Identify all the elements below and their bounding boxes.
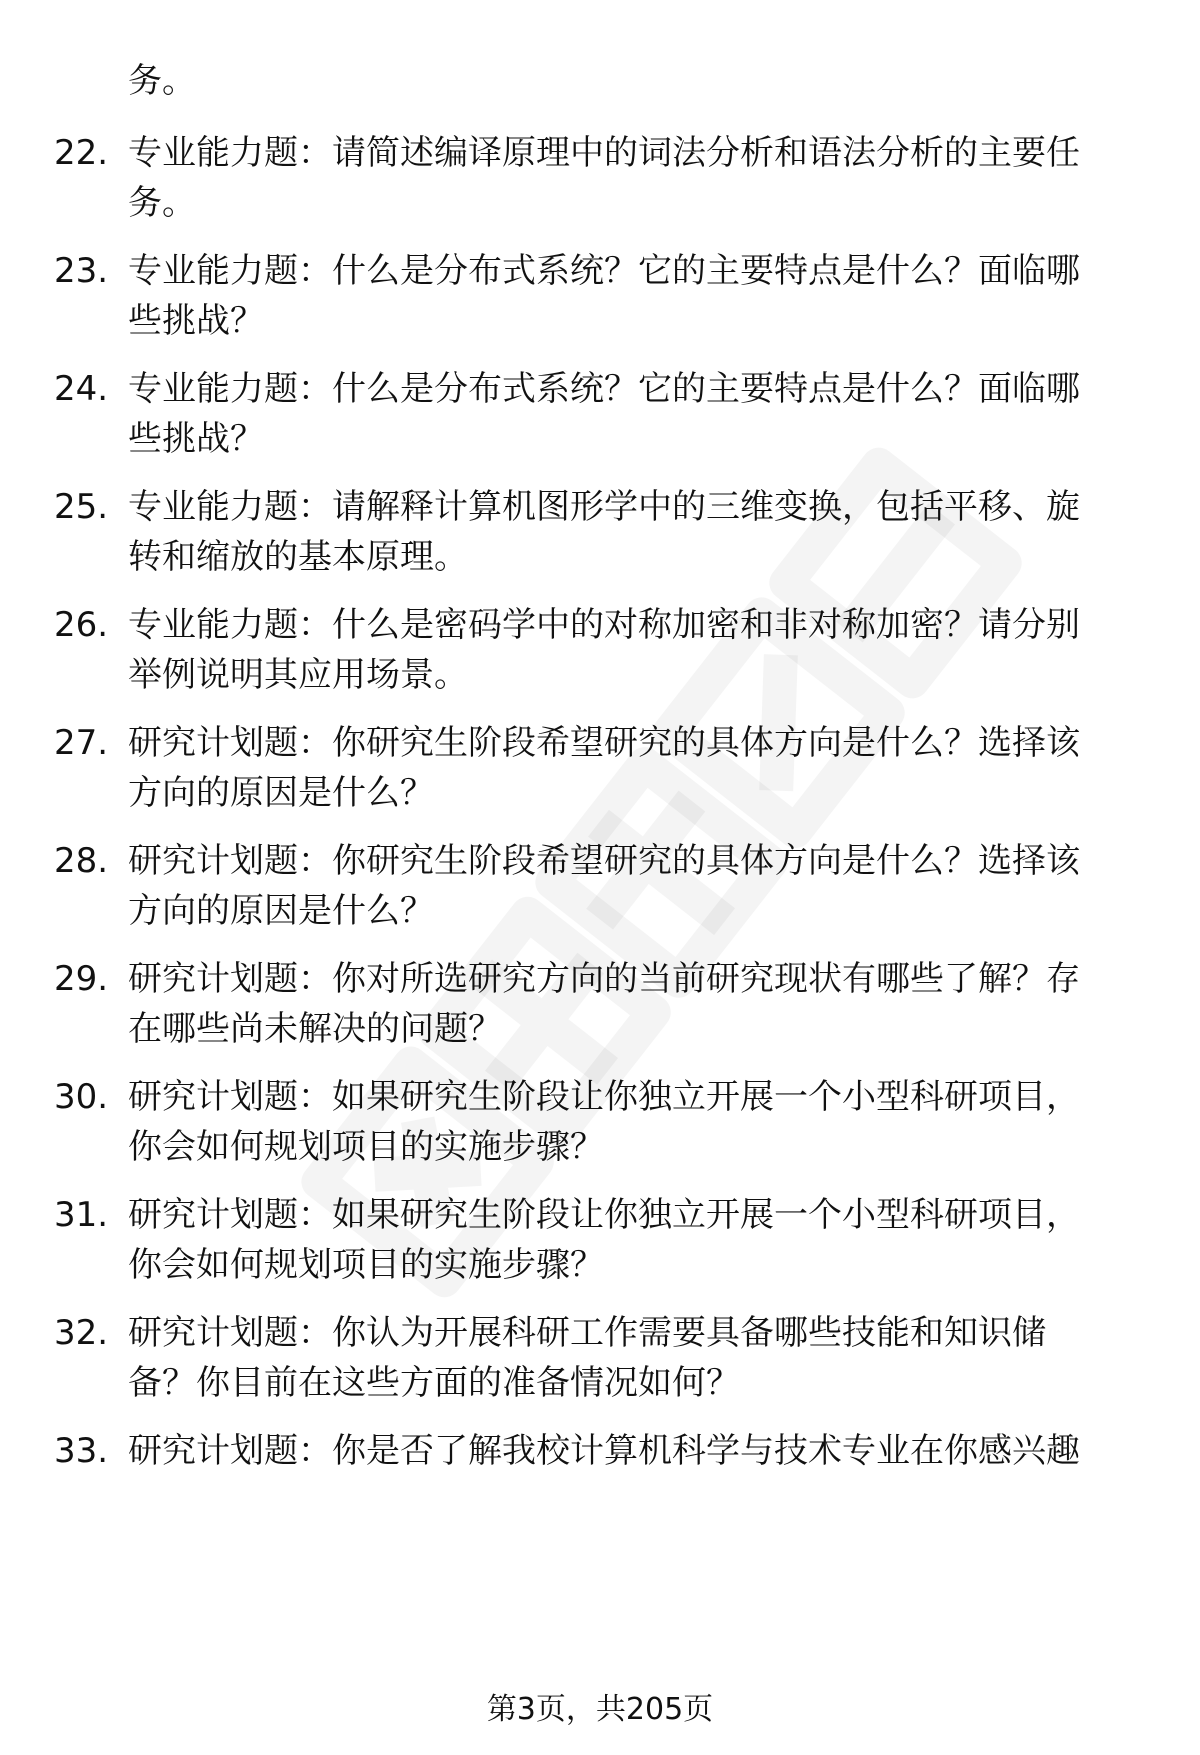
item-text-line2: 方向的原因是什么？ <box>128 891 434 931</box>
item-number: 31. <box>54 1195 109 1235</box>
item-text-line1: 研究计划题：你认为开展科研工作需要具备哪些技能和知识储 <box>128 1313 1046 1353</box>
item-text-line1: 研究计划题：你是否了解我校计算机科学与技术专业在你感兴趣 <box>128 1431 1080 1471</box>
item-text-line1: 专业能力题：请解释计算机图形学中的三维变换，包括平移、旋 <box>128 487 1080 527</box>
item-number: 26. <box>54 605 109 645</box>
item-text-line1: 研究计划题：你对所选研究方向的当前研究现状有哪些了解？存 <box>128 959 1080 999</box>
item-number: 22. <box>54 133 109 173</box>
item-number: 28. <box>54 841 109 881</box>
item-number: 29. <box>54 959 109 999</box>
item-number: 33. <box>54 1431 109 1471</box>
item-number: 23. <box>54 251 109 291</box>
item-text-line1: 研究计划题：如果研究生阶段让你独立开展一个小型科研项目， <box>128 1077 1080 1117</box>
item-number: 24. <box>54 369 109 409</box>
item-text-line1: 研究计划题：你研究生阶段希望研究的具体方向是什么？选择该 <box>128 723 1080 763</box>
item-text-line2: 在哪些尚未解决的问题？ <box>128 1009 502 1049</box>
item-text-line1: 专业能力题：请简述编译原理中的词法分析和语法分析的主要任 <box>128 133 1080 173</box>
item-text-line2: 举例说明其应用场景。 <box>128 655 468 695</box>
item-text-line1: 研究计划题：你研究生阶段希望研究的具体方向是什么？选择该 <box>128 841 1080 881</box>
item-number: 32. <box>54 1313 109 1353</box>
page-footer: 第3页，共205页 <box>486 1692 714 1727</box>
item-text-line2: 方向的原因是什么？ <box>128 773 434 813</box>
continuation-text: 务。 <box>128 61 196 101</box>
item-number: 25. <box>54 487 109 527</box>
item-number: 27. <box>54 723 109 763</box>
item-number: 30. <box>54 1077 109 1117</box>
item-text-line2: 备？你目前在这些方面的准备情况如何？ <box>128 1363 740 1403</box>
item-text-line1: 专业能力题：什么是分布式系统？它的主要特点是什么？面临哪 <box>128 369 1080 409</box>
item-text-line2: 你会如何规划项目的实施步骤？ <box>128 1245 604 1285</box>
item-text-line1: 研究计划题：如果研究生阶段让你独立开展一个小型科研项目， <box>128 1195 1080 1235</box>
item-text-line2: 些挑战？ <box>128 419 264 459</box>
item-text-line1: 专业能力题：什么是分布式系统？它的主要特点是什么？面临哪 <box>128 251 1080 291</box>
item-text-line2: 些挑战？ <box>128 301 264 341</box>
item-text-line2: 务。 <box>128 183 196 223</box>
item-text-line2: 你会如何规划项目的实施步骤？ <box>128 1127 604 1167</box>
item-text-line1: 专业能力题：什么是密码学中的对称加密和非对称加密？请分别 <box>128 605 1080 645</box>
item-text-line2: 转和缩放的基本原理。 <box>128 537 468 577</box>
